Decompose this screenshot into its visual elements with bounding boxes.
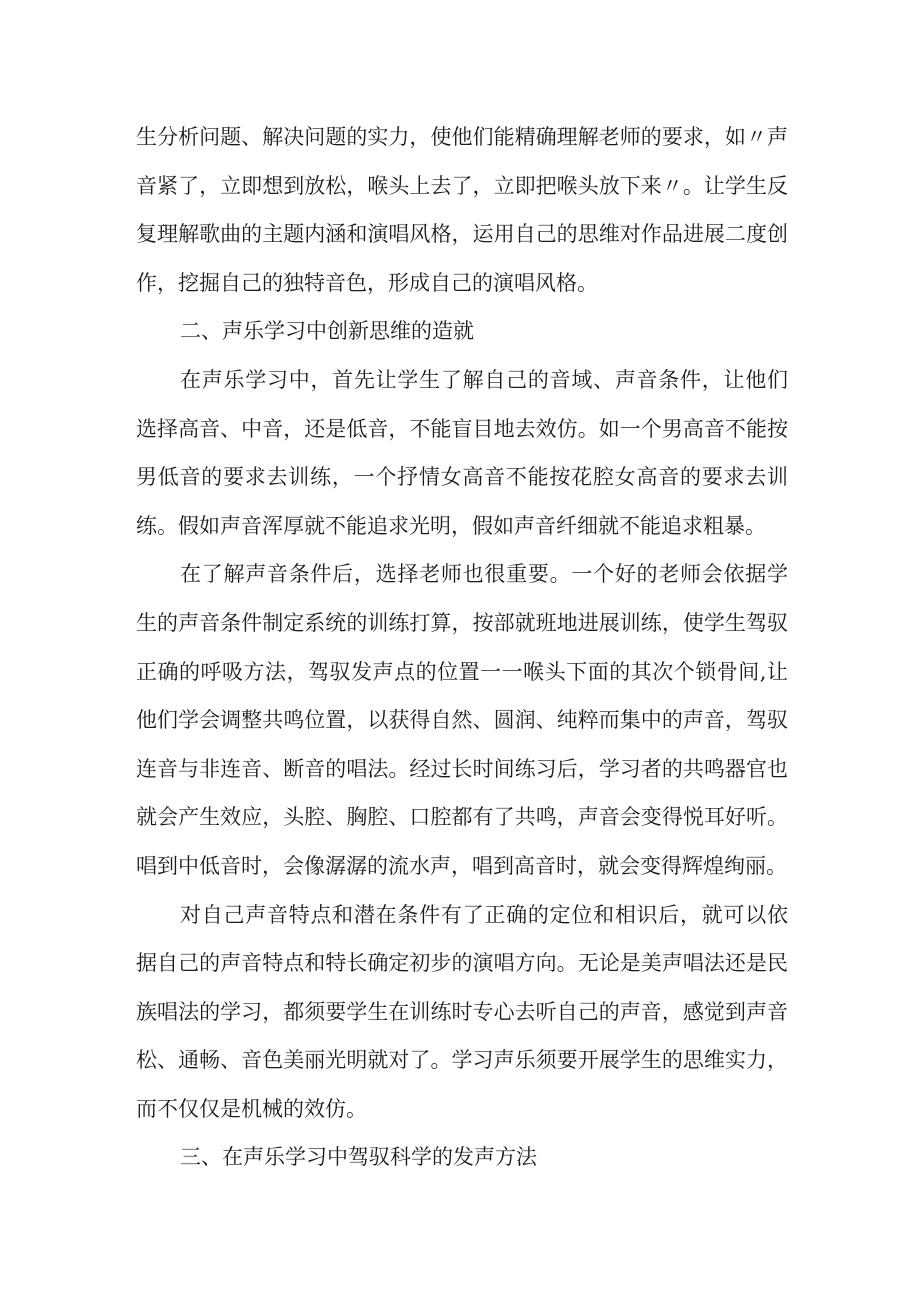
paragraph-vocal-range: 在声乐学习中，首先让学生了解自己的音域、声音条件，让他们选择高音、中音，还是低音，不能盲目地去效仿。如一个男高音不能按男低音的要求去训练，一个抒情女高音不能按花腔女高音的要求去训练。假如声音浑厚就不能追求光明，假如声音纤细就不能追求粗暴。 [136, 367, 788, 538]
section-heading-3: 三、在声乐学习中驾驭科学的发声方法 [180, 1145, 537, 1170]
paragraph-singing-direction: 对自己声音特点和潜在条件有了正确的定位和相识后，就可以依据自己的声音特点和特长确定初步的演唱方向。无论是美声唱法还是民族唱法的学习，都须要学生在训练时专心去听自己的声音，感觉到声音松、通畅、音色美丽光明就对了。学习声乐须要开展学生的思维实力，而不仅仅是机械的效仿。 [136, 902, 788, 1121]
paragraph-continuation: 生分析问题、解决问题的实力，使他们能精确理解老师的要求，如〃声音紧了，立即想到放松，喉头上去了，立即把喉头放下来〃。让学生反复理解歌曲的主题内涵和演唱风格，运用自己的思维对作品进展二度创作，挖掘自己的独特音色，形成自己的演唱风格。 [136, 125, 788, 295]
paragraph-teacher-selection: 在了解声音条件后，选择老师也很重要。一个好的老师会依据学生的声音条件制定系统的训练打算，按部就班地进展训练，使学生驾驭正确的呼吸方法，驾驭发声点的位置一一喉头下面的其次个锁骨间,让他们学会调整共鸣位置，以获得自然、圆润、纯粹而集中的声音，驾驭连音与非连音、断音的唱法。经过长时间练习后，学习者的共鸣器官也就会产生效应，头腔、胸腔、口腔都有了共鸣，声音会变得悦耳好听。唱到中低音时，会像潺潺的流水声，唱到高音时，就会变得辉煌绚丽。 [136, 562, 788, 878]
section-heading-2: 二、声乐学习中创新思维的造就 [180, 319, 474, 344]
document-page [136, 113, 788, 1182]
